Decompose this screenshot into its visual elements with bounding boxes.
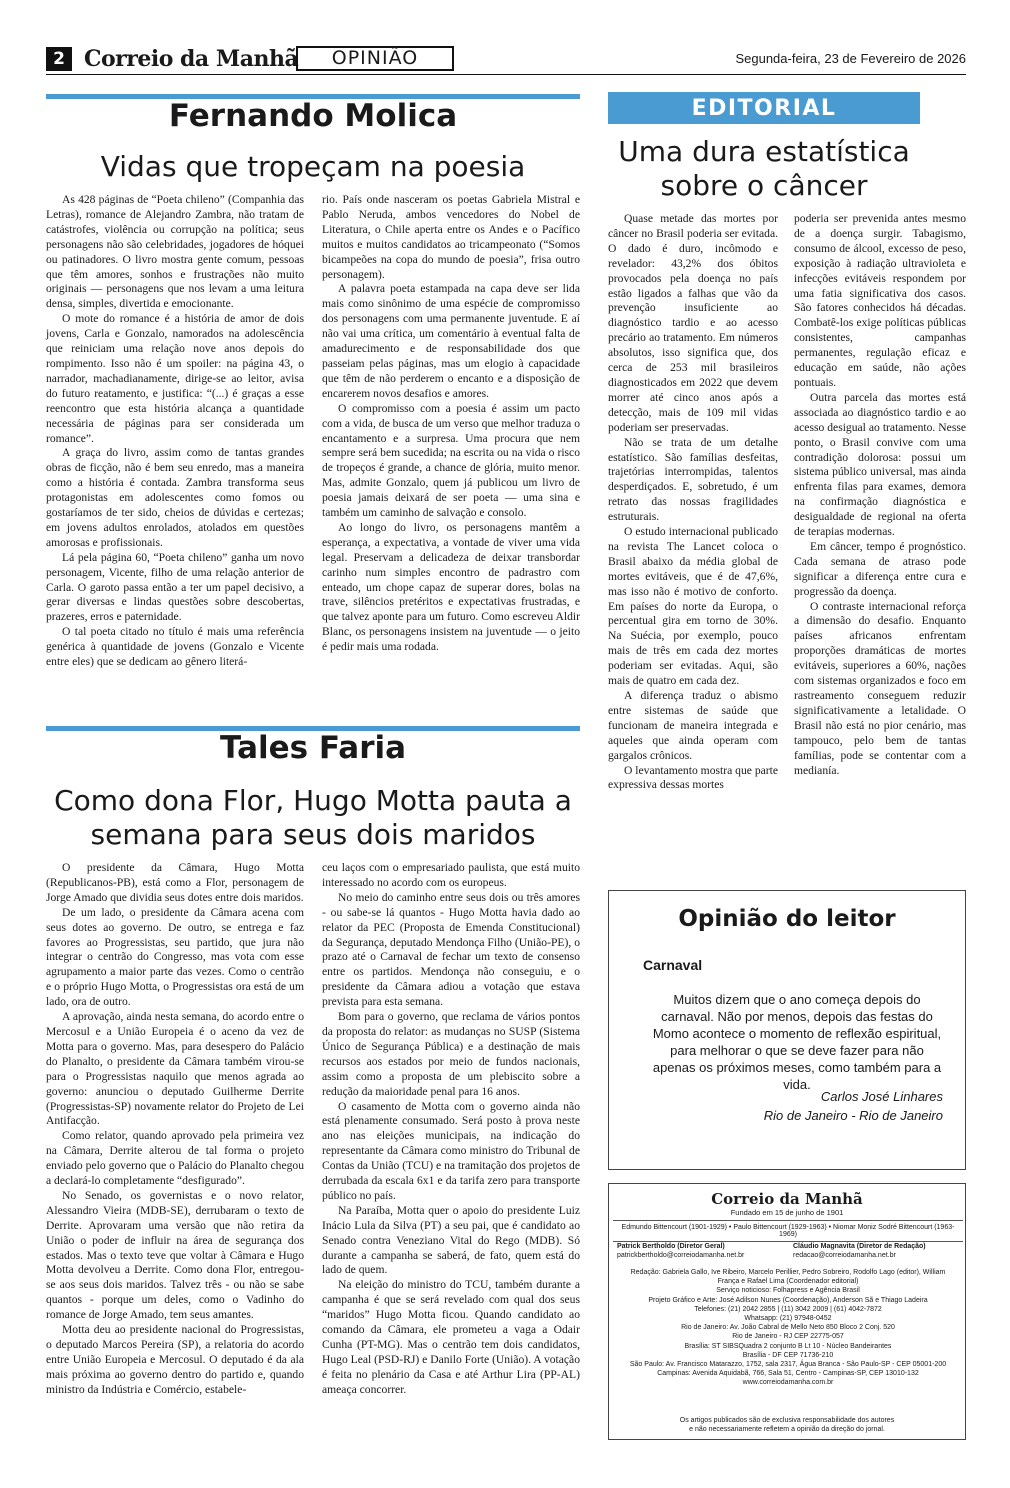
editorial-headline: Uma dura estatística sobre o câncer xyxy=(618,135,910,202)
article-headline: Vidas que tropeçam na poesia xyxy=(100,150,526,183)
editorial-column-2 xyxy=(794,212,966,778)
paragraph: Em câncer, tempo é prognóstico. Cada semana de atraso pode significar a diferença entre cura e progressão da doença. xyxy=(794,539,966,598)
paragraph: O compromisso com a poesia é assim um pacto com a vida, de busca de um verso que melhor traduza o encantamento e a surpresa. Uma procura que nem sempre será bem sucedida; na escrita ou na vida o risco de tropeços é grande, a chance de glória, muito menor. Mas, admite Gonzalo, quem já publicou um livro de poesia jamais deixará de ser poeta — uma sina e também um caminho de salvação e consolo. xyxy=(322,401,580,520)
paragraph: Bom para o governo, que reclama de vários pontos da proposta do relator: as mudanças no SUSP (Sistema Único de Segurança Pública) e a destinação de mais recursos aos estados por meio de fundos nacionais, assim como a proposta de um plebiscito sobre a redução da maioridade penal para 16 anos. xyxy=(322,1010,580,1098)
article-headline: Como dona Flor, Hugo Motta pauta a semana para seus dois maridos xyxy=(54,784,572,851)
paragraph: poderia ser prevenida antes mesmo de a doença surgir. Tabagismo, consumo de álcool, excesso de peso, exposição à radiação ultravioleta e infecções evitáveis respondem por uma fatia significativa dos casos. São fatores conhecidos há décadas. Combatê-los exige políticas públicas consistentes, campanhas permanentes, regulação eficaz e educação em saúde, não ações pontuais. xyxy=(794,212,966,389)
reader-opinion-subject: Carnaval xyxy=(643,957,703,973)
contact-line: Campinas: Avenida Aquidabã, 766, Sala 51, Centro - Campinas-SP, CEP 13010-132 xyxy=(657,1370,919,1378)
editorial-director-email: redacao@correiodamanha.net.br xyxy=(793,1252,896,1259)
paragraph: Como relator, quando aprovado pela primeira vez na Câmara, Derrite alterou de tal forma o projeto enviado pelo governo que o Palácio do Planalto chegou a declará-lo completamente “desfigurado”. xyxy=(46,1129,304,1188)
website-line: www.correiodamanha.com.br xyxy=(742,1379,834,1387)
paragraph: Quase metade das mortes por câncer no Brasil poderia ser evitada. O dado é duro, incômodo e revelador: 43,2% dos óbitos provocados pela doença no país estão ligados a falhas que vão da prevenção insuficiente ao diagnóstico tardio e ao acesso precário ao tratamento. Em números absolutos, isso significa que, dos cerca de 253 mil brasileiros diagnosticados em 2022 que devem morrer até cinco anos após a detecção, mais de 109 mil vidas poderiam ser preservadas. xyxy=(608,212,778,434)
reader-signature xyxy=(764,1087,943,1125)
paragraph: ceu laços com o empresariado paulista, que está muito interessado no acordo com os europeus. xyxy=(322,861,580,889)
masthead-logo: Correio da Manhã xyxy=(84,46,299,72)
founded-date: Fundado em 15 de junho de 1901 xyxy=(730,1208,844,1217)
paragraph: Lá pela página 60, “Poeta chileno” ganha um novo personagem, Vicente, filho de uma relação anterior de Carla. O garoto passa então a ter um papel decisivo, a gerar diversas e lindas questões sobre descobertas, prazeres, erros e paternidade. xyxy=(46,550,304,624)
article-column-1 xyxy=(46,861,304,1398)
article-column-2 xyxy=(322,861,580,1398)
article-column-1 xyxy=(46,193,304,670)
contact-line: Brasília - DF CEP 71736-210 xyxy=(742,1351,834,1359)
paragraph: O levantamento mostra que parte expressiva dessas mortes xyxy=(608,763,778,792)
director-general-name: Patrick Bertholdo (Diretor Geral) xyxy=(617,1243,725,1250)
reader-location: Rio de Janeiro - Rio de Janeiro xyxy=(763,1108,943,1123)
paragraph: O mote do romance é a história de amor de dois jovens, Carla e Gonzalo, namorados na adolescência que reiniciam uma relação nove anos depois do rompimento. Isso não é um spoiler: na página 43, o narrador, machadianamente, dirige-se ao leitor, avisa do futuro reatamento, e justifica: “(...) é graças a esse reencontro que esta história alcança a quantidade necessária de páginas para ser considerada um romance”. xyxy=(46,312,304,445)
staff-line: Serviço noticioso: Folhapress e Agência Brasil xyxy=(716,1287,860,1295)
contact-line: Rio de Janeiro - RJ CEP 22775-057 xyxy=(732,1333,844,1341)
newspaper-name: Correio da Manhã xyxy=(711,1190,863,1208)
contact-line: Brasília: ST SIBSQuadra 2 conjunto B Lt 10 - Núcleo Bandeirantes xyxy=(684,1342,892,1350)
paragraph: Na Paraíba, Motta quer o apoio do presidente Luiz Inácio Lula da Silva (PT) a seu pai, que é candidato ao Senado contra Veneziano Vital do Rego (MDB). Só durante a campanha se saberá, de fato, quem está do lado de quem. xyxy=(322,1203,580,1277)
paragraph: Motta deu ao presidente nacional do Progressistas, o deputado Marcos Pereira (SP), a relatoria do acordo entre União Europeia e Mercosul. O deputado é da ala mais próxima ao governo dentro do partido e, quando ministro da Indústria e Comércio, estabele- xyxy=(46,1323,304,1396)
paragraph: No Senado, os governistas e o novo relator, Alessandro Vieira (MDB-SE), derrubaram o texto de Derrite. Aprovaram uma versão que não retira da União o poder de influir na área de segurança dos estados. Mas o texto teve que voltar à Câmara e Hugo Motta devolveu a Derrite. Como dona Flor, entregou-se aos seus dois maridos. Talvez três - ou não se sabe quantos - porque um deles, como o Vadinho do romance de Jorge Amado, tem seus amantes. xyxy=(46,1188,304,1322)
staff-and-contacts xyxy=(621,1268,955,1388)
paragraph: De um lado, o presidente da Câmara acena com seus dotes ao governo. De outro, se entrega e faz favores ao Progressistas, seu partido, que jura não integrar o centrão do Congresso, mas vota com esse agrupamento a maior parte das vezes. Como o centrão e o próprio Hugo Motta, o Progressistas ora está de um lado, ora de outro. xyxy=(46,905,304,1009)
editorial-column-1 xyxy=(608,212,778,793)
paragraph: A diferença traduz o abismo entre sistemas de saúde que funcionam de maneira integrada e aqueles que ainda operam com gargalos crônicos. xyxy=(608,689,778,762)
page-header xyxy=(46,46,966,72)
author-name: Fernando Molica xyxy=(168,98,458,134)
paragraph: O presidente da Câmara, Hugo Motta (Republicanos-PB), está como a Flor, personagem de Jorge Amado que dividia seus dotes entre dois maridos. xyxy=(46,861,304,904)
issue-date: Segunda-feira, 23 de Fevereiro de 2026 xyxy=(735,51,966,66)
page-number: 2 xyxy=(46,47,72,71)
reader-opinion-title: Opinião do leitor xyxy=(678,906,896,932)
contact-line: Telefones: (21) 2042 2855 | (11) 3042 2009 | (61) 4042-7872 xyxy=(694,1305,882,1313)
masthead-box xyxy=(608,1183,966,1440)
paragraph: Não se trata de um detalhe estatístico. São famílias desfeitas, trajetórias interrompidas, talentos desperdiçados. E, sobretudo, é um retrato das nossas fragilidades estruturais. xyxy=(608,435,778,524)
disclaimer-line: e não necessariamente refletem a opinião da direção do jornal. xyxy=(689,1426,885,1433)
staff-line: Projeto Gráfico e Arte: José Adilson Nunes (Coordenação), Anderson Sã e Thiago Ladeira xyxy=(648,1296,928,1304)
disclaimer-line: Os artigos publicados são de exclusiva responsabilidade dos autores xyxy=(679,1417,895,1424)
editorial-director-name: Cláudio Magnavita (Diretor de Redação) xyxy=(793,1243,926,1250)
header-rule xyxy=(46,74,966,75)
reader-name: Carlos José Linhares xyxy=(820,1089,943,1104)
staff-line: Redação: Gabriela Gallo, Ive Ribeiro, Marcelo Perillier, Pedro Sobreiro, Rodolfo Lago (editor), William França e Rafael Lima (Coordenador editorial) xyxy=(630,1269,946,1286)
contact-line: Rio de Janeiro: Av. João Cabral de Mello Neto 850 Bloco 2 Conj. 520 xyxy=(681,1324,895,1332)
paragraph: O tal poeta citado no título é mais uma referência genérica à quantidade de jovens (Gonzalo e Vicente entre eles) que se dedicam ao gênero literá- xyxy=(46,625,304,669)
reader-opinion-text: Muitos dizem que o ano começa depois do carnaval. Não por menos, depois das festas do Momo acontece o momento de reflexão espiritual, para melhorar o que se deve fazer para não apenas os próximos meses, como também para a vida. xyxy=(652,992,942,1092)
founders-line: Edmundo Bittencourt (1901-1929) • Paulo Bittencourt (1929-1963) • Niomar Moniz Sodré Bittencourt (1963-1969) xyxy=(613,1220,963,1242)
editorial-director xyxy=(793,1242,961,1260)
paragraph: O casamento de Motta com o governo ainda não está plenamente consumado. Será posto à prova neste ano nas eleições municipais, na indicação do representante da Câmara como ministro do Tribunal de Contas da União (TCU) e na tramitação dos projetos de derrubada da escala 6x1 e da tarifa zero para transporte público no país. xyxy=(322,1099,580,1202)
paragraph: Ao longo do livro, os personagens mantêm a esperança, a expectativa, a vontade de viver uma vida legal. Preservam a delicadeza de deixar transbordar carinho num simples encontro de padrastro com enteado, um chope capaz de superar dores, bolas na trave, silêncios pretéritos e expectativas frustradas, e que talvez aponte para um futuro. Como escreveu Aldir Blanc, os personagens insistem na juventude — o jeito é pedir mais uma rodada. xyxy=(322,520,580,654)
article-column-2 xyxy=(322,193,580,655)
paragraph: No meio do caminho entre seus dois ou três amores - ou sabe-se lá quantos - Hugo Motta havia dado ao relator da PEC (Proposta de Emenda Constitucional) da Segurança, deputado Mendonça Filho (União-PE), o prazo até o Carnaval de fechar um texto de consenso entre os partidos. Mendonça não conseguiu, e o presidente da Câmara adiou a votação que estava prevista para esta semana. xyxy=(322,890,580,1009)
paragraph: A aprovação, ainda nesta semana, do acordo entre o Mercosul e a União Europeia é o aceno da vez de Motta para o governo. Mas, para desespero do Palácio do Planalto, o presidente da Câmara também virou-se para o Progressistas naquilo que menos agrada ao governo: anunciou o deputado Guilherme Derrite (Progressistas-SP) novamente relator do Projeto de Lei Antifacção. xyxy=(46,1010,304,1128)
paragraph: Na eleição do ministro do TCU, também durante a campanha é que se será revelado com qual dos seus “maridos” Hugo Motta ficou. Quando candidato ao comando da Câmara, ele prometeu a vaga a Odair Cunha (PT-MG). Mas o centrão tem dois candidatos, Hugo Leal (PSD-RJ) e Danilo Forte (União). A votação é feita no plenário da Casa e até Arthur Lira (PP-AL) ameaça concorrer. xyxy=(322,1278,580,1396)
paragraph: A palavra poeta estampada na capa deve ser lida mais como sinônimo de uma espécie de compromisso dos personagens com uma permanente juventude. E aí não vai uma crítica, um comentário à eventual falta de amadurecimento e de responsabilidade dos que passeiam pelas páginas, mas um elogio à capacidade que têm de não perderem o encanto e a disposição de encarerem novos desafios e amores. xyxy=(322,282,580,400)
director-general-email: patrickbertholdo@correiodamanha.net.br xyxy=(617,1252,745,1259)
paragraph: Outra parcela das mortes está associada ao diagnóstico tardio e ao acesso desigual ao tratamento. Nesse ponto, o Brasil convive com uma contradição dolorosa: possui um sistema público universal, mas ainda enfrenta filas para exames, demora na confirmação diagnóstica e desigualdade de regional na oferta de terapias modernas. xyxy=(794,390,966,539)
contact-line: São Paulo: Av. Francisco Matarazzo, 1752, sala 2317, Água Branca - São Paulo-SP - CEP 05001-200 xyxy=(629,1361,947,1369)
section-label: OPINIÃO xyxy=(296,46,454,71)
paragraph: O estudo internacional publicado na revista The Lancet coloca o Brasil abaixo da média global de mortes evitáveis, que é de 47,6%, mas isso não é motivo de conforto. Em países do norte da Europa, o percentual gira em torno de 30%. Na Suécia, por exemplo, pouco mais de três em cada dez mortes poderiam ser evitadas. Aqui, são mais de quatro em cada dez. xyxy=(608,525,778,688)
paragraph: rio. País onde nasceram os poetas Gabriela Mistral e Pablo Neruda, ambos vencedores do Nobel de Literatura, o Chile aperta entre os Andes e o Pacífico muitos e muitos candidatos ao tricampeonato (“Somos bicampeões na copa do mundo de poesia”, frisa outro personagem). xyxy=(322,193,580,281)
reader-opinion-box xyxy=(608,890,966,1170)
director-general xyxy=(617,1242,787,1260)
editorial-label: EDITORIAL xyxy=(608,92,920,124)
paragraph: O contraste internacional reforça a dimensão do desafio. Enquanto países africanos enfrentam proporções dramáticas de mortes evitáveis, superiores a 60%, nações com sistemas organizados e foco em rastreamento conseguem reduzir significativamente a letalidade. O Brasil não está no pior cenário, mas tampouco, pelo bem de tantas famílias, pode se contentar com a medianía. xyxy=(794,599,966,777)
author-name: Tales Faria xyxy=(219,730,407,766)
disclaimer xyxy=(609,1416,965,1434)
paragraph: A graça do livro, assim como de tantas grandes obras de ficção, não é bem seu enredo, mas a maneira como a história é contada. Zambra transforma seus protagonistas em adolescentes como fomos ou gostaríamos de ter sido, cheios de dúvidas e certezas; em jovens adultos enrolados, atolados em questões amorosas e profissionais. xyxy=(46,446,304,549)
paragraph: As 428 páginas de “Poeta chileno” (Companhia das Letras), romance de Alejandro Zambra, não tratam de catástrofes, violência ou corrupção na política; seus personagens não são celebridades, jogadores de hóquei ou patinadores. O livro mostra gente comum, pessoas que têm amores, sonhos e frustrações não muito originais — personagens que nos levam a uma leitura densa, simples, divertida e emocionante. xyxy=(46,193,304,311)
contact-line: Whatsapp: (21) 97948-0452 xyxy=(744,1315,832,1323)
